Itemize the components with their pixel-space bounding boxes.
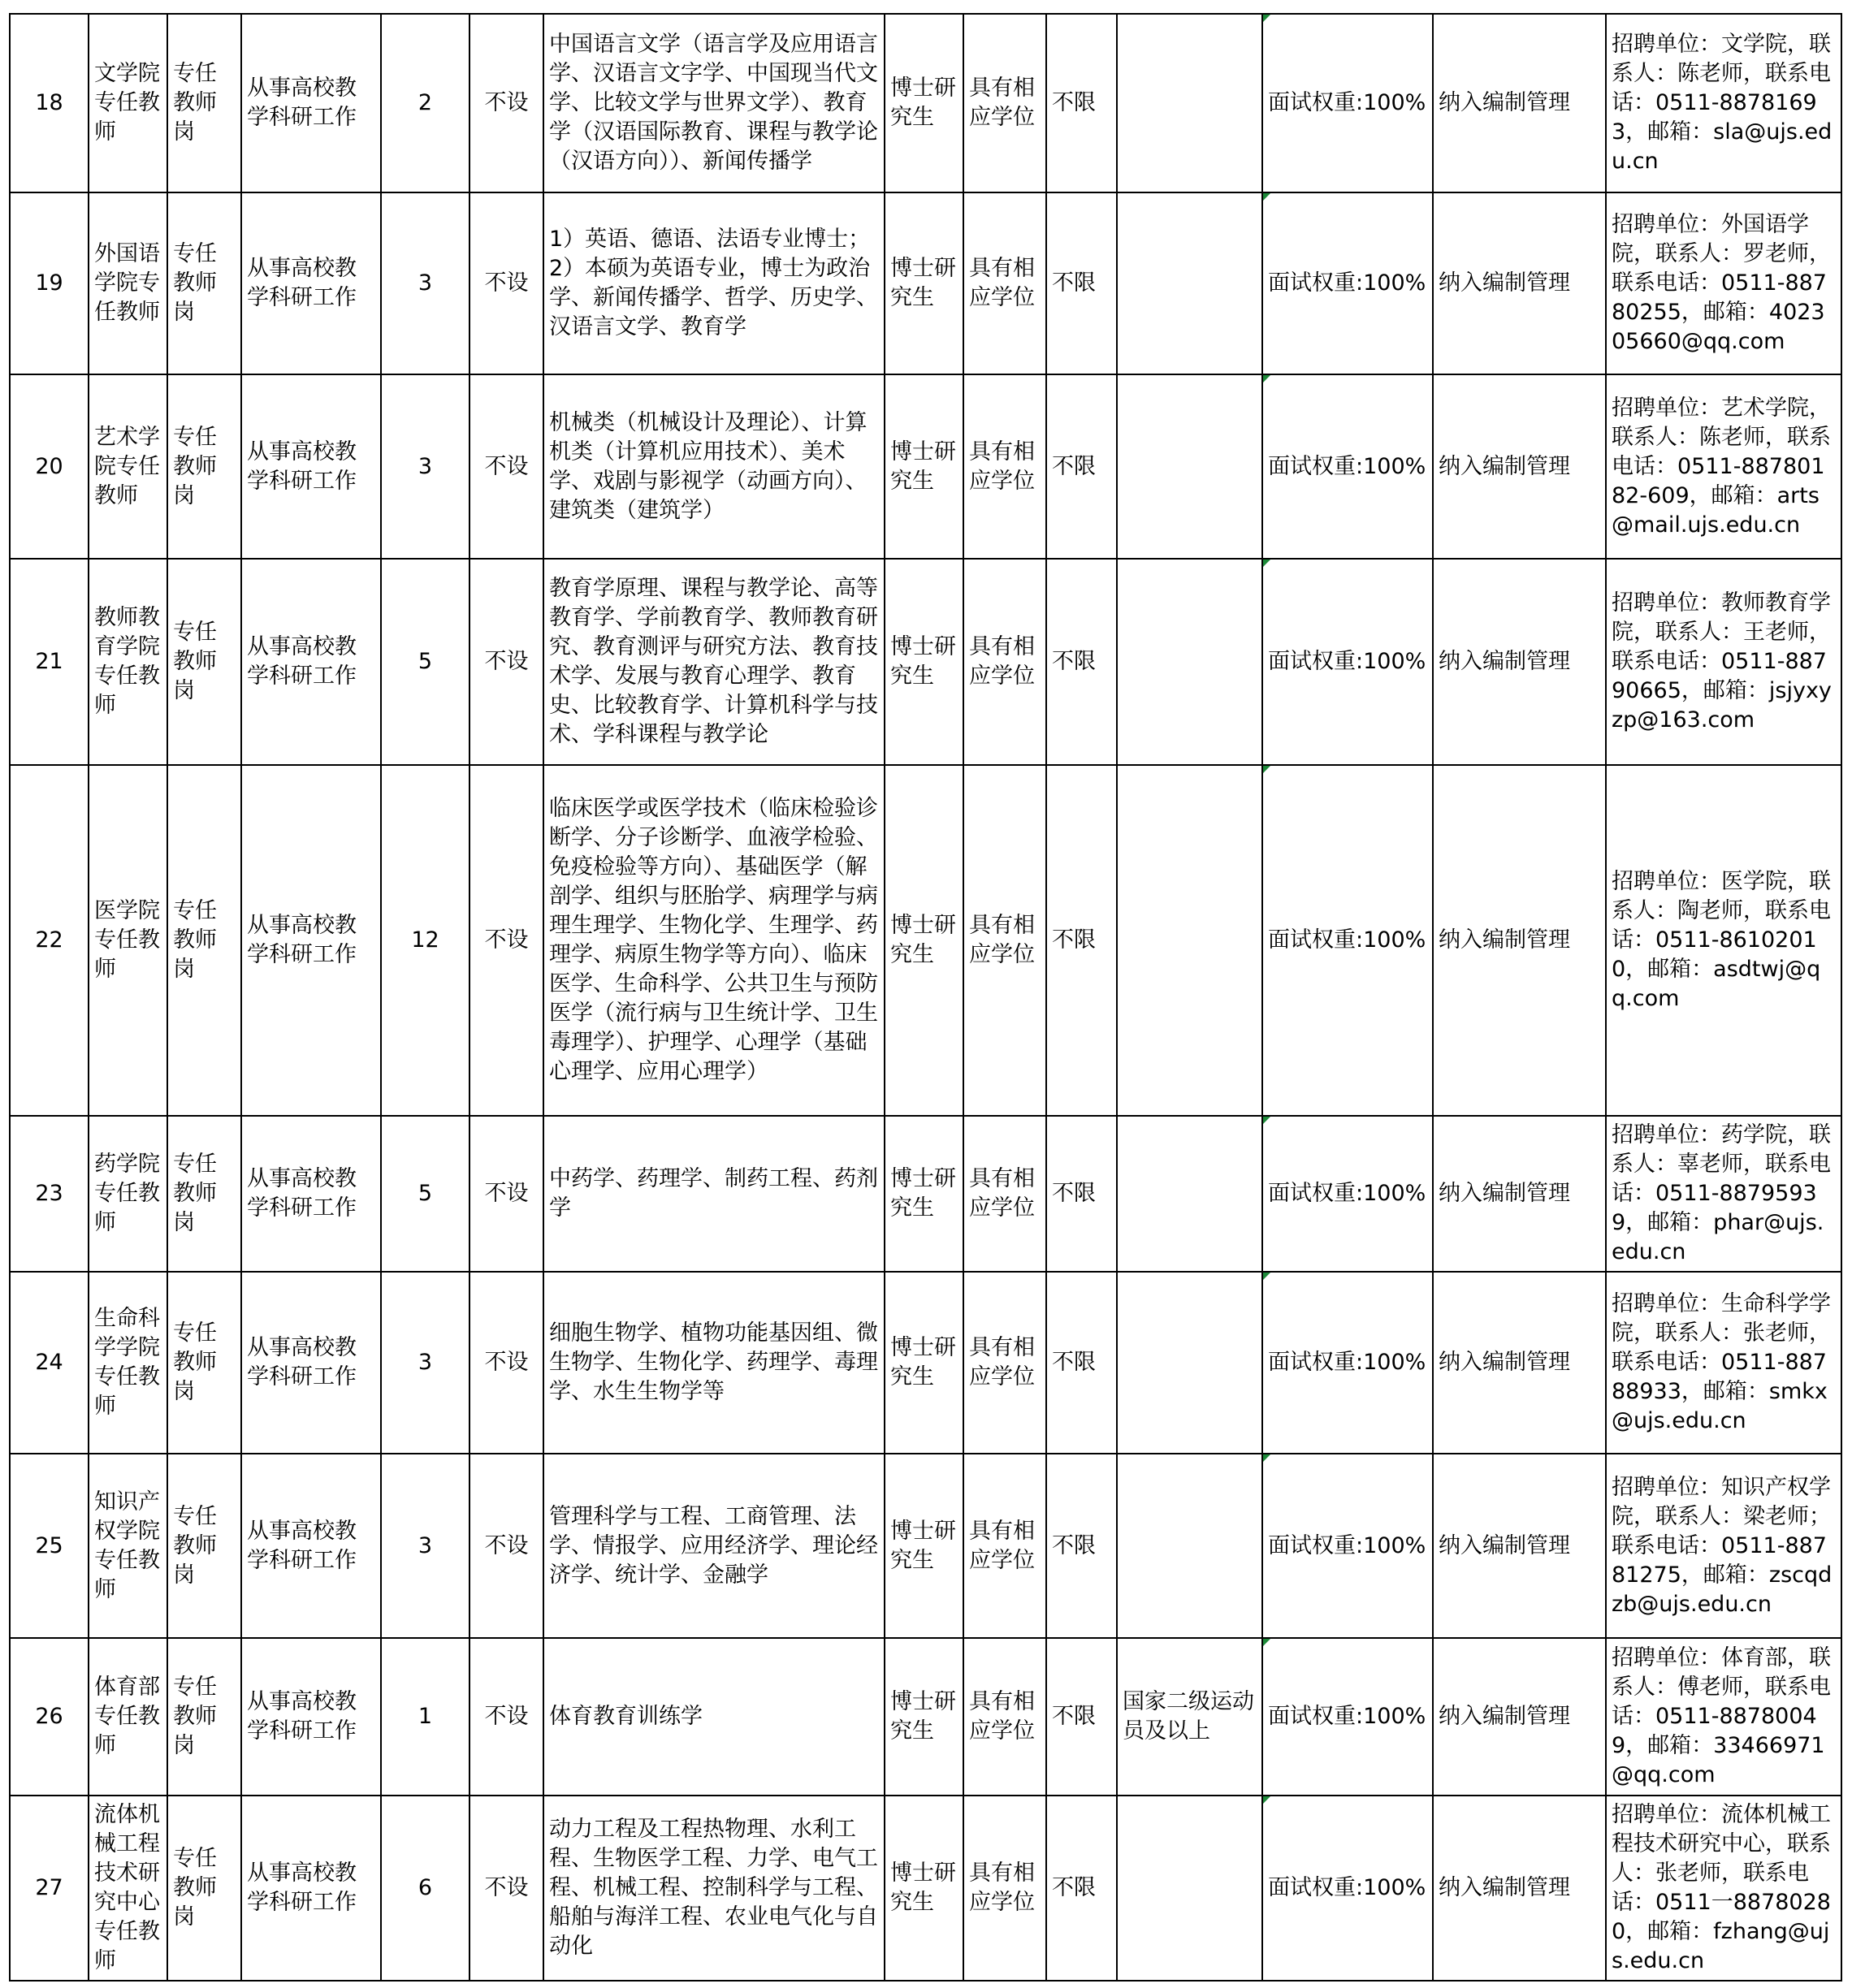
table-row [10,1116,1841,1272]
degree-requirement: 具有相应学位 [963,192,1046,374]
row-number: 24 [10,1272,89,1454]
education-requirement: 博士研究生 [885,14,963,192]
exam-weight: 面试权重:100% [1262,1272,1433,1454]
exam-weight: 面试权重:100% [1262,192,1433,374]
ratio-requirement: 不设 [469,1638,543,1796]
position-name: 艺术学院专任教师 [89,374,167,559]
table-row [10,1272,1841,1454]
education-requirement: 博士研究生 [885,1638,963,1796]
major-requirement: 教育学原理、课程与教学论、高等教育学、学前教育学、教师教育研究、教育测评与研究方法、教育技术学、发展与教育心理学、教育史、比较教育学、计算机科学与技术、学科课程与教学论 [543,559,885,765]
major-requirement: 临床医学或医学技术（临床检验诊断学、分子诊断学、血液学检验、免疫检验等方向）、基础医学（解剖学、组织与胚胎学、病理学与病理生理学、生物化学、生理学、药理学、病原生物学等方向）、临床医学、生命科学、公共卫生与预防医学（流行病与卫生统计学、卫生毒理学）、护理学、心理学（基础心理学、应用心理学） [543,765,885,1116]
degree-requirement: 具有相应学位 [963,1116,1046,1272]
political-requirement: 不限 [1046,1454,1117,1638]
table-row [10,1638,1841,1796]
staffing-type: 纳入编制管理 [1433,1272,1606,1454]
staffing-type: 纳入编制管理 [1433,374,1606,559]
table-row [10,374,1841,559]
job-duty: 从事高校教学科研工作 [241,192,381,374]
other-requirement: 国家二级运动员及以上 [1117,1638,1262,1796]
contact-info: 招聘单位：外国语学院，联系人：罗老师，联系电话：0511-88780255，邮箱：402305660@qq.com [1606,192,1841,374]
education-requirement: 博士研究生 [885,559,963,765]
hire-count: 3 [381,1272,469,1454]
ratio-requirement: 不设 [469,14,543,192]
table-row [10,1796,1841,1981]
major-requirement: 体育教育训练学 [543,1638,885,1796]
hire-count: 6 [381,1796,469,1981]
post-type: 专任教师岗 [167,1796,241,1981]
job-duty: 从事高校教学科研工作 [241,1116,381,1272]
hire-count: 5 [381,1116,469,1272]
hire-count: 1 [381,1638,469,1796]
political-requirement: 不限 [1046,1638,1117,1796]
hire-count: 3 [381,192,469,374]
degree-requirement: 具有相应学位 [963,1272,1046,1454]
contact-info: 招聘单位：教师教育学院，联系人：王老师，联系电话：0511-88790665，邮箱：jsjyxyzp@163.com [1606,559,1841,765]
major-requirement: 中药学、药理学、制药工程、药剂学 [543,1116,885,1272]
ratio-requirement: 不设 [469,1272,543,1454]
row-number: 22 [10,765,89,1116]
post-type: 专任教师岗 [167,1638,241,1796]
contact-info: 招聘单位：医学院，联系人：陶老师，联系电话：0511-86102010，邮箱：asdtwj@qq.com [1606,765,1841,1116]
job-duty: 从事高校教学科研工作 [241,1272,381,1454]
post-type: 专任教师岗 [167,192,241,374]
hire-count: 12 [381,765,469,1116]
ratio-requirement: 不设 [469,374,543,559]
exam-weight: 面试权重:100% [1262,1116,1433,1272]
contact-info: 招聘单位：知识产权学院，联系人：梁老师；联系电话：0511-88781275，邮箱：zscqdzb@ujs.edu.cn [1606,1454,1841,1638]
recruitment-table [9,13,1842,1982]
major-requirement: 机械类（机械设计及理论）、计算机类（计算机应用技术）、美术学、戏剧与影视学（动画方向）、建筑类（建筑学） [543,374,885,559]
job-duty: 从事高校教学科研工作 [241,765,381,1116]
exam-weight: 面试权重:100% [1262,1638,1433,1796]
other-requirement [1117,192,1262,374]
education-requirement: 博士研究生 [885,1796,963,1981]
ratio-requirement: 不设 [469,1796,543,1981]
post-type: 专任教师岗 [167,559,241,765]
staffing-type: 纳入编制管理 [1433,14,1606,192]
exam-weight: 面试权重:100% [1262,765,1433,1116]
exam-weight: 面试权重:100% [1262,1454,1433,1638]
hire-count: 5 [381,559,469,765]
major-requirement: 管理科学与工程、工商管理、法学、情报学、应用经济学、理论经济学、统计学、金融学 [543,1454,885,1638]
major-requirement: 动力工程及工程热物理、水利工程、生物医学工程、力学、电气工程、机械工程、控制科学与工程、船舶与海洋工程、农业电气化与自动化 [543,1796,885,1981]
degree-requirement: 具有相应学位 [963,1796,1046,1981]
staffing-type: 纳入编制管理 [1433,1454,1606,1638]
position-name: 体育部专任教师 [89,1638,167,1796]
political-requirement: 不限 [1046,559,1117,765]
political-requirement: 不限 [1046,192,1117,374]
staffing-type: 纳入编制管理 [1433,1796,1606,1981]
post-type: 专任教师岗 [167,374,241,559]
position-name: 知识产权学院专任教师 [89,1454,167,1638]
major-requirement: 中国语言文学（语言学及应用语言学、汉语言文字学、中国现当代文学、比较文学与世界文学）、教育学（汉语国际教育、课程与教学论（汉语方向））、新闻传播学 [543,14,885,192]
row-number: 18 [10,14,89,192]
staffing-type: 纳入编制管理 [1433,559,1606,765]
hire-count: 3 [381,374,469,559]
hire-count: 2 [381,14,469,192]
position-name: 教师教育学院专任教师 [89,559,167,765]
position-name: 生命科学学院专任教师 [89,1272,167,1454]
degree-requirement: 具有相应学位 [963,14,1046,192]
staffing-type: 纳入编制管理 [1433,1116,1606,1272]
job-duty: 从事高校教学科研工作 [241,14,381,192]
contact-info: 招聘单位：艺术学院，联系人：陈老师，联系电话：0511-88780182-609，邮箱：arts@mail.ujs.edu.cn [1606,374,1841,559]
education-requirement: 博士研究生 [885,1454,963,1638]
political-requirement: 不限 [1046,374,1117,559]
ratio-requirement: 不设 [469,765,543,1116]
job-duty: 从事高校教学科研工作 [241,374,381,559]
post-type: 专任教师岗 [167,1116,241,1272]
position-name: 流体机械工程技术研究中心专任教师 [89,1796,167,1981]
major-requirement: 1）英语、德语、法语专业博士；2）本硕为英语专业，博士为政治学、新闻传播学、哲学、历史学、汉语言文学、教育学 [543,192,885,374]
political-requirement: 不限 [1046,14,1117,192]
degree-requirement: 具有相应学位 [963,1454,1046,1638]
post-type: 专任教师岗 [167,1272,241,1454]
education-requirement: 博士研究生 [885,1272,963,1454]
row-number: 25 [10,1454,89,1638]
contact-info: 招聘单位：流体机械工程技术研究中心，联系人：张老师，联系电话：0511一88780280，邮箱：fzhang@ujs.edu.cn [1606,1796,1841,1981]
table-row [10,1454,1841,1638]
row-number: 21 [10,559,89,765]
job-duty: 从事高校教学科研工作 [241,559,381,765]
contact-info: 招聘单位：药学院，联系人：辜老师，联系电话：0511-88795939，邮箱：phar@ujs.edu.cn [1606,1116,1841,1272]
exam-weight: 面试权重:100% [1262,559,1433,765]
position-name: 医学院专任教师 [89,765,167,1116]
other-requirement [1117,765,1262,1116]
ratio-requirement: 不设 [469,559,543,765]
degree-requirement: 具有相应学位 [963,374,1046,559]
other-requirement [1117,1116,1262,1272]
education-requirement: 博士研究生 [885,374,963,559]
education-requirement: 博士研究生 [885,765,963,1116]
exam-weight: 面试权重:100% [1262,1796,1433,1981]
political-requirement: 不限 [1046,765,1117,1116]
other-requirement [1117,1796,1262,1981]
exam-weight: 面试权重:100% [1262,374,1433,559]
degree-requirement: 具有相应学位 [963,1638,1046,1796]
ratio-requirement: 不设 [469,192,543,374]
ratio-requirement: 不设 [469,1454,543,1638]
contact-info: 招聘单位：体育部，联系人：傅老师，联系电话：0511-88780049，邮箱：33466971@qq.com [1606,1638,1841,1796]
job-duty: 从事高校教学科研工作 [241,1454,381,1638]
ratio-requirement: 不设 [469,1116,543,1272]
other-requirement [1117,559,1262,765]
row-number: 19 [10,192,89,374]
political-requirement: 不限 [1046,1116,1117,1272]
major-requirement: 细胞生物学、植物功能基因组、微生物学、生物化学、药理学、毒理学、水生生物学等 [543,1272,885,1454]
position-name: 文学院专任教师 [89,14,167,192]
table-row [10,765,1841,1116]
row-number: 26 [10,1638,89,1796]
other-requirement [1117,14,1262,192]
table-row [10,14,1841,192]
political-requirement: 不限 [1046,1796,1117,1981]
table-row [10,192,1841,374]
other-requirement [1117,374,1262,559]
exam-weight: 面试权重:100% [1262,14,1433,192]
other-requirement [1117,1272,1262,1454]
contact-info: 招聘单位：文学院，联系人：陈老师，联系电话：0511-88781693，邮箱：sla@ujs.edu.cn [1606,14,1841,192]
post-type: 专任教师岗 [167,1454,241,1638]
other-requirement [1117,1454,1262,1638]
position-name: 药学院专任教师 [89,1116,167,1272]
staffing-type: 纳入编制管理 [1433,1638,1606,1796]
job-duty: 从事高校教学科研工作 [241,1638,381,1796]
post-type: 专任教师岗 [167,765,241,1116]
table-row [10,559,1841,765]
contact-info: 招聘单位：生命科学学院，联系人：张老师，联系电话：0511-88788933，邮箱：smkx@ujs.edu.cn [1606,1272,1841,1454]
degree-requirement: 具有相应学位 [963,765,1046,1116]
hire-count: 3 [381,1454,469,1638]
political-requirement: 不限 [1046,1272,1117,1454]
staffing-type: 纳入编制管理 [1433,192,1606,374]
row-number: 27 [10,1796,89,1981]
row-number: 23 [10,1116,89,1272]
degree-requirement: 具有相应学位 [963,559,1046,765]
staffing-type: 纳入编制管理 [1433,765,1606,1116]
row-number: 20 [10,374,89,559]
position-name: 外国语学院专任教师 [89,192,167,374]
post-type: 专任教师岗 [167,14,241,192]
job-duty: 从事高校教学科研工作 [241,1796,381,1981]
education-requirement: 博士研究生 [885,192,963,374]
education-requirement: 博士研究生 [885,1116,963,1272]
